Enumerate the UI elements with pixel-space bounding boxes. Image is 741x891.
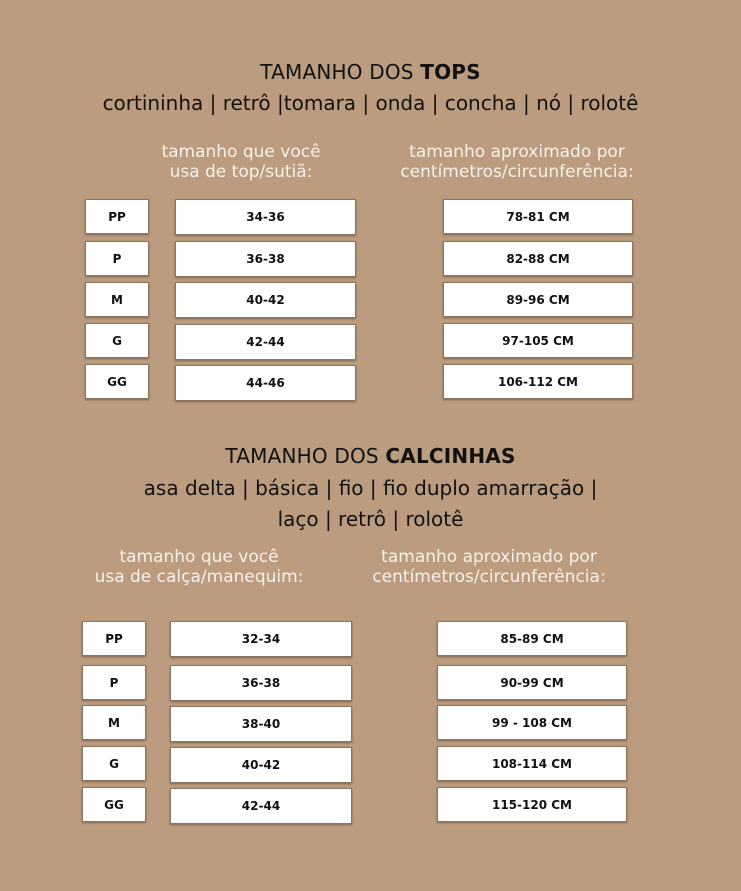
calcinhas-row-1-number: 32-34 bbox=[170, 621, 352, 657]
calcinhas-title-bold: CALCINHAS bbox=[385, 444, 516, 468]
tops-col2-header-line1: tamanho aproximado por bbox=[409, 142, 625, 162]
calcinhas-row-5-number: 42-44 bbox=[170, 788, 352, 824]
calcinhas-row-3-size: M bbox=[82, 705, 146, 740]
calcinhas-subtitle-line2: laço | retrô | rolotê bbox=[277, 507, 464, 531]
calcinhas-row-3-number: 38-40 bbox=[170, 706, 352, 742]
tops-row-5-size: GG bbox=[85, 364, 149, 399]
tops-row-3-cm: 89-96 CM bbox=[443, 282, 633, 317]
tops-row-4-size: G bbox=[85, 323, 149, 358]
calcinhas-row-4-cm: 108-114 CM bbox=[437, 746, 627, 781]
tops-row-3-size: M bbox=[85, 282, 149, 317]
tops-subtitle: cortininha | retrô |tomara | onda | concha | nó | rolotê bbox=[102, 91, 639, 115]
calcinhas-row-4-number: 40-42 bbox=[170, 747, 352, 783]
calcinhas-col1-header-line2: usa de calça/manequim: bbox=[94, 567, 304, 587]
calcinhas-title bbox=[0, 444, 741, 468]
calcinhas-row-3-cm: 99 - 108 CM bbox=[437, 705, 627, 740]
tops-row-5-number: 44-46 bbox=[175, 365, 356, 401]
tops-row-2-cm: 82-88 CM bbox=[443, 241, 633, 276]
tops-title-bold: TOPS bbox=[420, 60, 481, 84]
tops-title bbox=[0, 60, 741, 84]
calcinhas-row-4-size: G bbox=[82, 746, 146, 781]
tops-title-prefix: TAMANHO DOS bbox=[260, 60, 421, 84]
tops-row-2-number: 36-38 bbox=[175, 241, 356, 277]
calcinhas-col2-header-line2: centímetros/circunferência: bbox=[372, 567, 606, 587]
calcinhas-col2-header bbox=[344, 547, 634, 587]
tops-row-1-number: 34-36 bbox=[175, 199, 356, 235]
calcinhas-row-2-number: 36-38 bbox=[170, 665, 352, 701]
calcinhas-row-2-size: P bbox=[82, 665, 146, 700]
calcinhas-col1-header bbox=[68, 547, 330, 587]
tops-row-4-cm: 97-105 CM bbox=[443, 323, 633, 358]
calcinhas-subtitle-line1: asa delta | básica | fio | fio duplo amarração | bbox=[143, 476, 598, 500]
tops-col2-header bbox=[372, 142, 662, 182]
tops-col1-header-line1: tamanho que você bbox=[161, 142, 321, 162]
tops-col2-header-line2: centímetros/circunferência: bbox=[400, 162, 634, 182]
calcinhas-col1-header-line1: tamanho que você bbox=[119, 547, 279, 567]
calcinhas-row-2-cm: 90-99 CM bbox=[437, 665, 627, 700]
tops-row-1-cm: 78-81 CM bbox=[443, 199, 633, 234]
calcinhas-row-1-size: PP bbox=[82, 621, 146, 656]
calcinhas-row-1-cm: 85-89 CM bbox=[437, 621, 627, 656]
tops-row-2-size: P bbox=[85, 241, 149, 276]
calcinhas-col2-header-line1: tamanho aproximado por bbox=[381, 547, 597, 567]
tops-col1-header-line2: usa de top/sutiã: bbox=[169, 162, 313, 182]
tops-row-4-number: 42-44 bbox=[175, 324, 356, 360]
calcinhas-row-5-cm: 115-120 CM bbox=[437, 787, 627, 822]
tops-row-1-size: PP bbox=[85, 199, 149, 234]
tops-row-3-number: 40-42 bbox=[175, 282, 356, 318]
tops-col1-header bbox=[132, 142, 350, 182]
calcinhas-row-5-size: GG bbox=[82, 787, 146, 822]
tops-row-5-cm: 106-112 CM bbox=[443, 364, 633, 399]
calcinhas-title-prefix: TAMANHO DOS bbox=[225, 444, 386, 468]
